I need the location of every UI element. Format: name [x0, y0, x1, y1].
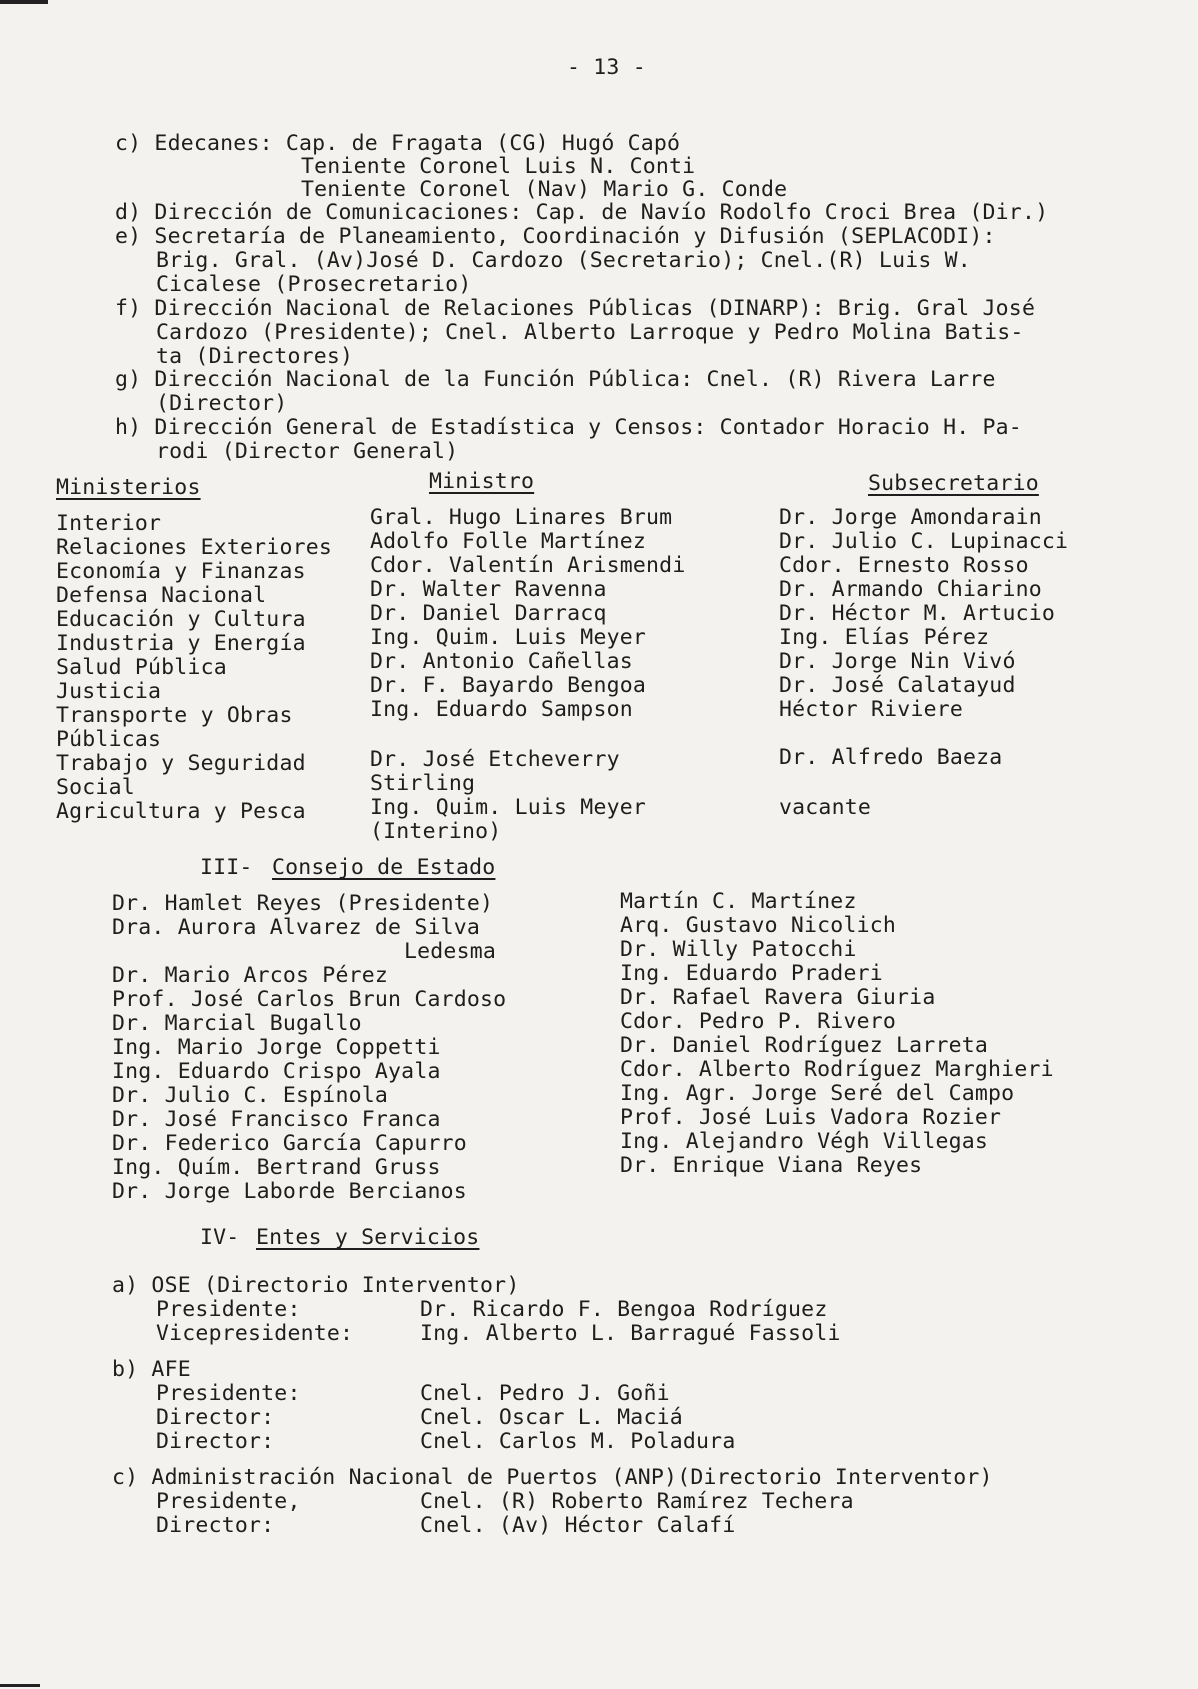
undersecretary-cell: Dr. Jorge Amondarain — [779, 505, 1042, 530]
entity-heading: b) AFE — [112, 1357, 191, 1382]
council-member: Dr. Jorge Laborde Bercianos — [112, 1179, 467, 1204]
undersecretary-cell: Dr. Julio C. Lupinacci — [779, 529, 1069, 554]
ministry-cell: Transporte y Obras — [56, 703, 293, 728]
entity-person: Cnel. Pedro J. Goñi — [420, 1381, 670, 1406]
entity-role: Director: — [156, 1429, 275, 1454]
staff-line: rodi (Director General) — [156, 439, 459, 464]
entity-role: Presidente: — [156, 1297, 301, 1322]
minister-cell: Cdor. Valentín Arismendi — [370, 553, 686, 578]
council-member: Dr. Hamlet Reyes (Presidente) — [112, 891, 494, 916]
ministry-cell: Industria y Energía — [56, 631, 306, 656]
council-member: Cdor. Alberto Rodríguez Marghieri — [620, 1057, 1054, 1082]
staff-line: e) Secretaría de Planeamiento, Coordinación y Difusión (SEPLACODI): — [115, 224, 996, 249]
entity-heading: c) Administración Nacional de Puertos (ANP)(Directorio Interventor) — [112, 1465, 993, 1490]
ministry-cell: Social — [56, 775, 135, 800]
council-member: Ing. Agr. Jorge Seré del Campo — [620, 1081, 1015, 1106]
staff-line: d) Dirección de Comunicaciones: Cap. de Navío Rodolfo Croci Brea (Dir.) — [115, 200, 1049, 225]
undersecretary-cell: Dr. Jorge Nin Vivó — [779, 649, 1016, 674]
entities-heading-prefix: IV- — [200, 1225, 240, 1250]
entity-role: Presidente: — [156, 1381, 301, 1406]
ministry-cell: Públicas — [56, 727, 162, 752]
council-member: Dr. José Francisco Franca — [112, 1107, 441, 1132]
undersecretary-cell: vacante — [779, 795, 872, 820]
council-member: Ing. Mario Jorge Coppetti — [112, 1035, 441, 1060]
scan-corner-mark-bottom — [0, 1684, 40, 1687]
ministry-cell: Relaciones Exteriores — [56, 535, 333, 560]
undersecretary-cell: Dr. José Calatayud — [779, 673, 1016, 698]
ministry-cell: Salud Pública — [56, 655, 227, 680]
entity-person: Dr. Ricardo F. Bengoa Rodríguez — [420, 1297, 828, 1322]
council-member: Prof. José Carlos Brun Cardoso — [112, 987, 507, 1012]
minister-cell: Dr. F. Bayardo Bengoa — [370, 673, 647, 698]
header-minister: Ministro — [429, 469, 535, 494]
staff-line: (Director) — [156, 391, 288, 416]
minister-cell: Adolfo Folle Martínez — [370, 529, 647, 554]
ministry-cell: Educación y Cultura — [56, 607, 306, 632]
entity-person: Cnel. Oscar L. Maciá — [420, 1405, 683, 1430]
entities-heading: Entes y Servicios — [256, 1225, 480, 1250]
staff-line: f) Dirección Nacional de Relaciones Públicas (DINARP): Brig. Gral José — [115, 296, 1036, 321]
entity-role: Director: — [156, 1405, 275, 1430]
council-member: Martín C. Martínez — [620, 889, 857, 914]
scan-corner-mark-top — [0, 0, 48, 4]
council-member: Dr. Federico García Capurro — [112, 1131, 467, 1156]
council-member: Ing. Alejandro Végh Villegas — [620, 1129, 989, 1154]
entity-heading: a) OSE (Directorio Interventor) — [112, 1273, 520, 1298]
entity-role: Vicepresidente: — [156, 1321, 354, 1346]
council-heading: Consejo de Estado — [272, 855, 496, 880]
council-member: Dra. Aurora Alvarez de Silva — [112, 915, 481, 940]
council-member: Prof. José Luis Vadora Rozier — [620, 1105, 1002, 1130]
minister-cell: Stirling — [370, 771, 476, 796]
staff-line: c) Edecanes: Cap. de Fragata (CG) Hugó Capó — [115, 131, 681, 156]
council-member: Ledesma — [404, 939, 497, 964]
minister-cell: Dr. José Etcheverry — [370, 747, 620, 772]
staff-line: Cicalese (Prosecretario) — [156, 272, 472, 297]
council-member: Dr. Rafael Ravera Giuria — [620, 985, 936, 1010]
staff-line: h) Dirección General de Estadística y Censos: Contador Horacio H. Pa- — [115, 415, 1022, 440]
undersecretary-cell: Dr. Héctor M. Artucio — [779, 601, 1056, 626]
council-heading-prefix: III- — [200, 855, 253, 880]
minister-cell: Gral. Hugo Linares Brum — [370, 505, 673, 530]
minister-cell: Dr. Antonio Cañellas — [370, 649, 633, 674]
entity-role: Presidente, — [156, 1489, 301, 1514]
council-member: Dr. Mario Arcos Pérez — [112, 963, 389, 988]
entity-person: Ing. Alberto L. Barragué Fassoli — [420, 1321, 841, 1346]
council-member: Arq. Gustavo Nicolich — [620, 913, 897, 938]
entity-person: Cnel. (R) Roberto Ramírez Techera — [420, 1489, 854, 1514]
undersecretary-cell: Cdor. Ernesto Rosso — [779, 553, 1029, 578]
council-member: Dr. Julio C. Espínola — [112, 1083, 389, 1108]
minister-cell: Dr. Daniel Darracq — [370, 601, 607, 626]
ministry-cell: Agricultura y Pesca — [56, 799, 306, 824]
staff-line: Cardozo (Presidente); Cnel. Alberto Larroque y Pedro Molina Batis- — [156, 320, 1024, 345]
minister-cell: Ing. Quim. Luis Meyer — [370, 625, 647, 650]
staff-line: g) Dirección Nacional de la Función Pública: Cnel. (R) Rivera Larre — [115, 367, 996, 392]
staff-line: Brig. Gral. (Av)José D. Cardozo (Secretario); Cnel.(R) Luis W. — [156, 248, 971, 273]
minister-cell: (Interino) — [370, 819, 502, 844]
council-member: Dr. Enrique Viana Reyes — [620, 1153, 923, 1178]
minister-cell: Dr. Walter Ravenna — [370, 577, 607, 602]
ministry-cell: Trabajo y Seguridad — [56, 751, 306, 776]
header-undersecretary: Subsecretario — [868, 471, 1039, 496]
ministry-cell: Justicia — [56, 679, 162, 704]
minister-cell: Ing. Eduardo Sampson — [370, 697, 633, 722]
council-member: Ing. Eduardo Crispo Ayala — [112, 1059, 441, 1084]
minister-cell: Ing. Quim. Luis Meyer — [370, 795, 647, 820]
ministry-cell: Economía y Finanzas — [56, 559, 306, 584]
entity-person: Cnel. Carlos M. Poladura — [420, 1429, 736, 1454]
undersecretary-cell: Dr. Armando Chiarino — [779, 577, 1042, 602]
ministry-cell: Interior — [56, 511, 162, 536]
page-number: - 13 - — [567, 55, 646, 80]
header-ministries: Ministerios — [56, 475, 201, 500]
staff-line: Teniente Coronel Luis N. Conti — [301, 154, 696, 179]
entity-role: Director: — [156, 1513, 275, 1538]
entity-person: Cnel. (Av) Héctor Calafí — [420, 1513, 736, 1538]
undersecretary-cell: Dr. Alfredo Baeza — [779, 745, 1003, 770]
ministry-cell: Defensa Nacional — [56, 583, 267, 608]
council-member: Ing. Eduardo Praderi — [620, 961, 883, 986]
staff-line: Teniente Coronel (Nav) Mario G. Conde — [301, 177, 788, 202]
undersecretary-cell: Héctor Riviere — [779, 697, 964, 722]
undersecretary-cell: Ing. Elías Pérez — [779, 625, 990, 650]
council-member: Dr. Daniel Rodríguez Larreta — [620, 1033, 989, 1058]
council-member: Dr. Marcial Bugallo — [112, 1011, 362, 1036]
council-member: Ing. Quím. Bertrand Gruss — [112, 1155, 441, 1180]
staff-line: ta (Directores) — [156, 344, 354, 369]
council-member: Dr. Willy Patocchi — [620, 937, 857, 962]
council-member: Cdor. Pedro P. Rivero — [620, 1009, 897, 1034]
